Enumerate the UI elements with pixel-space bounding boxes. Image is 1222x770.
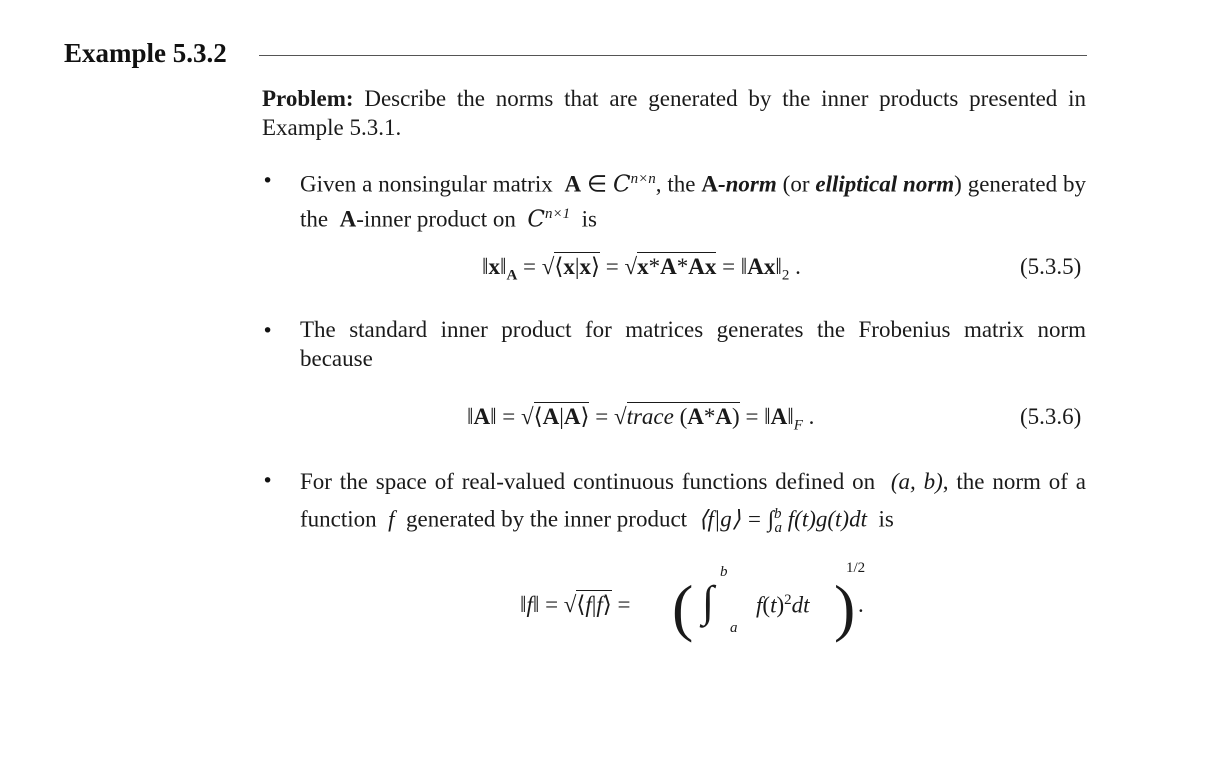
bullet-2: •	[262, 320, 274, 342]
bullet-3: •	[262, 470, 274, 492]
problem-label: Problem:	[262, 86, 354, 111]
bullet-1: •	[262, 170, 274, 192]
heading-rule	[259, 55, 1087, 56]
problem-statement	[262, 84, 1086, 142]
example-heading: Example 5.3.2	[64, 38, 227, 68]
item-2-text: The standard inner product for matrices generates the Frobenius matrix norm because	[300, 317, 1086, 371]
equation-5-3-6: ‖A‖ = √⟨A|A⟩ = √trace $(A*A) = ‖A‖_F$ .	[467, 404, 815, 434]
item-3-text: For the space of real-valued continuous functions defined on (a, b), the norm of a function f generated by the inner product ⟨f|g⟩ = ∫$^b_a$ f(t)g(t)dt is	[300, 469, 1087, 537]
problem-text: Describe the norms that are generated by the inner products presented in Example 5.3.1.	[262, 86, 1086, 140]
equation-number-5-3-6: (5.3.6)	[1020, 404, 1082, 429]
equation-5-3-5: $‖x‖_A$ = √⟨x|x⟩ = $√x*A*Ax = ‖Ax‖_2$ .	[482, 254, 801, 284]
equation-number-5-3-5: (5.3.5)	[1020, 254, 1082, 279]
item-1-text: Given a nonsingular matrix A ∈ $C^{n\times n}$, the A-norm (or elliptical norm) generated by the A-inner product on $C^{n\times 1}$ is	[300, 171, 1086, 233]
